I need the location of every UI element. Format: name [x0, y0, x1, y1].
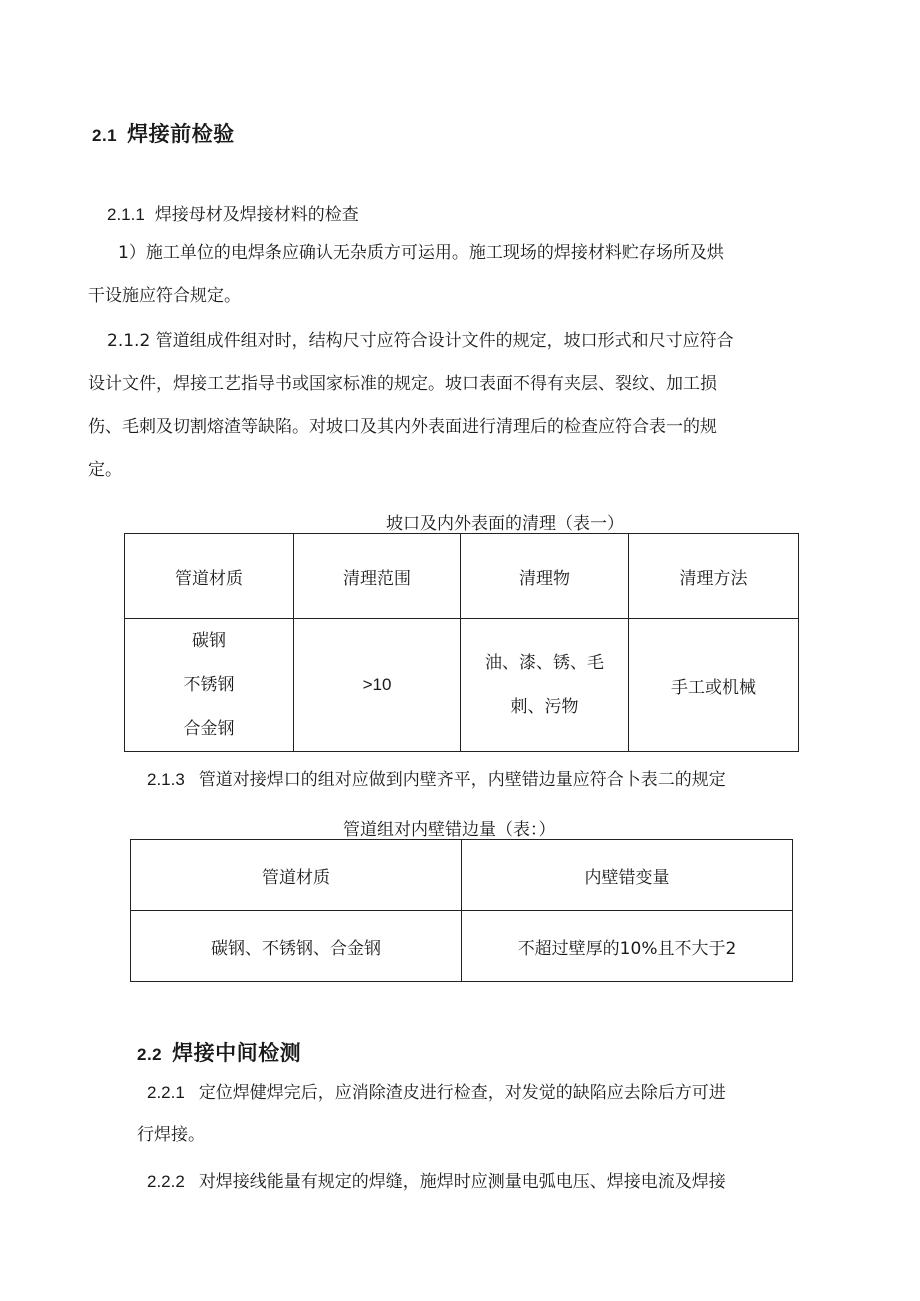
paragraph-line: 行焊接。	[137, 1125, 205, 1145]
section-2-1-heading	[92, 118, 235, 148]
items-cell	[461, 619, 629, 752]
section-number: 2.1	[92, 126, 118, 145]
material-carbon-steel: 碳钢	[192, 631, 226, 651]
table-row	[125, 619, 799, 752]
paragraph-line: 定。	[88, 460, 122, 480]
subsection-number: 2.2.2	[147, 1172, 185, 1191]
subsection-number: 2.2.1	[147, 1083, 185, 1102]
subsection-title: 焊接母材及焊接材料的检查	[154, 205, 359, 225]
table-header-row	[131, 840, 793, 911]
paragraph-line: 设计文件，焊接工艺指导书或国家标准的规定。坡口表面不得有夹层、裂纹、加工损	[88, 374, 717, 394]
items-line: 油、漆、锈、毛	[485, 653, 604, 673]
method-cell: 手工或机械	[629, 619, 799, 752]
paragraph-line: 2.1.2 管道组成件组对时，结构尺寸应符合设计文件的规定，坡口形式和尺寸应符合	[107, 331, 734, 351]
table-header-row	[125, 534, 799, 619]
subsection-2-1-1-heading	[107, 200, 359, 225]
material-alloy-steel: 合金钢	[183, 719, 235, 739]
table-header-cell: 内壁错变量	[462, 840, 793, 911]
table-header-cell: 管道材质	[125, 534, 294, 619]
subsection-2-2-1	[147, 1071, 726, 1115]
subsection-2-1-3	[147, 758, 726, 802]
material-stainless-steel: 不锈钢	[183, 675, 235, 695]
paragraph-line: 干设施应符合规定。	[88, 286, 241, 306]
table1-cleaning	[124, 533, 799, 752]
subsection-number: 2.1.1	[107, 205, 145, 224]
subsection-2-2-2	[147, 1160, 726, 1204]
material-cell	[125, 619, 294, 752]
material-cell: 碳钢、不锈钢、合金钢	[131, 911, 462, 982]
range-cell: >10	[294, 619, 461, 752]
table2-caption: 管道组对内壁错边量（表：）	[343, 820, 556, 840]
items-line: 刺、污物	[510, 697, 579, 717]
paragraph-line: 对焊接线能量有规定的焊缝，施焊时应测量电弧电压、焊接电流及焊接	[198, 1172, 726, 1192]
section-title: 焊接前检验	[127, 122, 235, 146]
paragraph-line: 伤、毛刺及切割熔渣等缺陷。对坡口及其内外表面进行清理后的检查应符合表一的规	[88, 417, 717, 437]
table1-caption: 坡口及内外表面的清理（表一）	[386, 514, 624, 534]
paragraph-line: 1）施工单位的电焊条应确认无杂质方可运用。施工现场的焊接材料贮存场所及烘	[118, 243, 724, 263]
table-header-cell: 清理物	[461, 534, 629, 619]
subsection-number: 2.1.3	[147, 770, 185, 789]
section-number: 2.2	[137, 1045, 163, 1064]
table-row	[131, 911, 793, 982]
section-title: 焊接中间检测	[172, 1041, 302, 1065]
table2-misalignment	[130, 839, 793, 982]
table-header-cell: 管道材质	[131, 840, 462, 911]
limit-cell: 不超过壁厚的10%且不大于2	[462, 911, 793, 982]
section-2-2-heading	[137, 1037, 301, 1067]
table-header-cell: 清理方法	[629, 534, 799, 619]
paragraph-line: 定位焊健焊完后，应消除渣皮进行检查，对发觉的缺陷应去除后方可进	[198, 1083, 726, 1103]
subsection-text: 管道对接焊口的组对应做到内壁齐平，内壁错边量应符合卜表二的规定	[198, 770, 726, 790]
table-header-cell: 清理范围	[294, 534, 461, 619]
